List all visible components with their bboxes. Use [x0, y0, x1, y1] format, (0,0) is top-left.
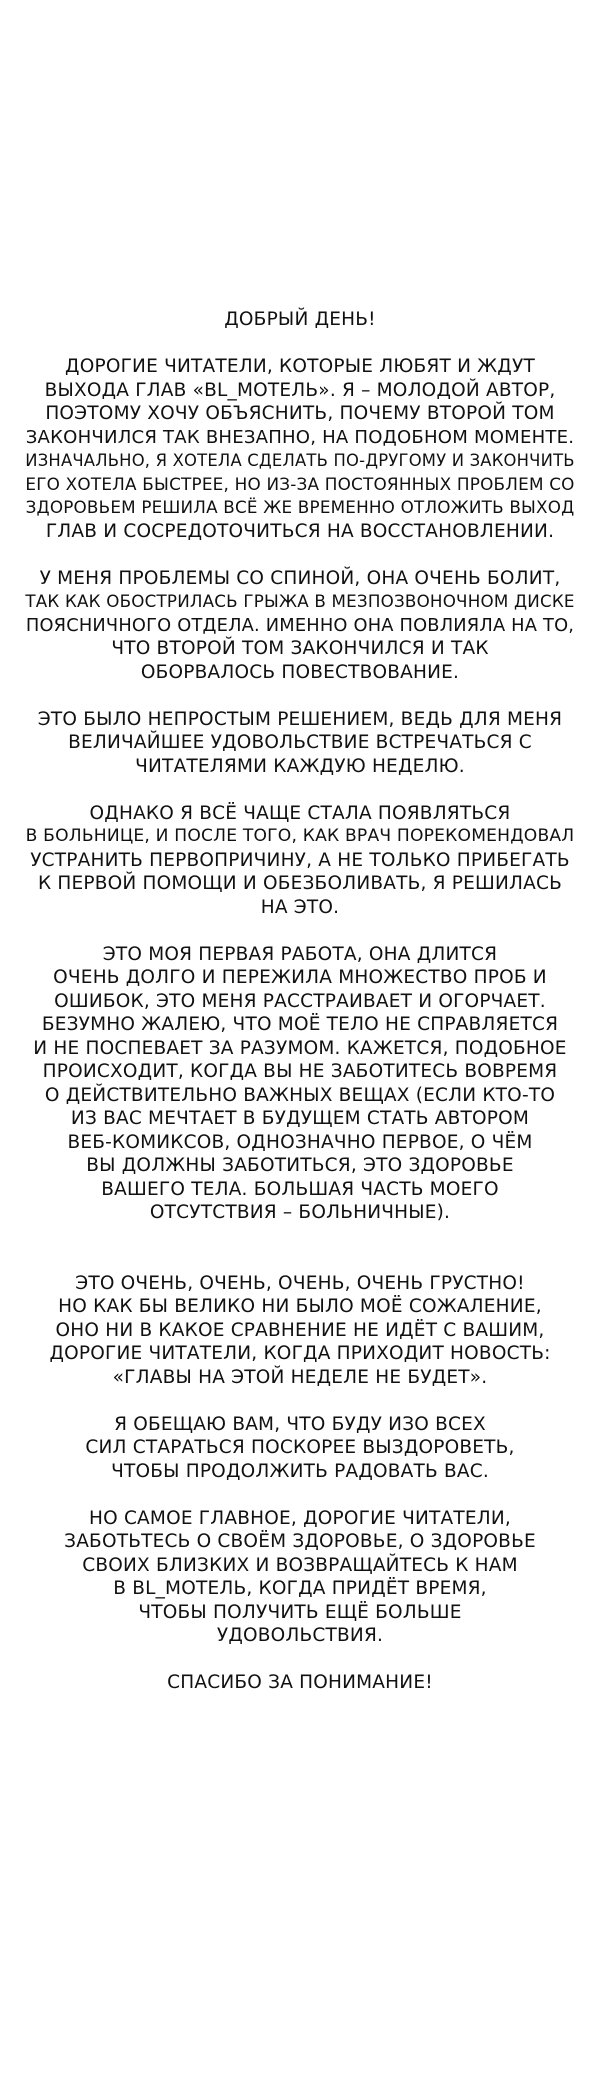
text-line: НА ЭТО.: [260, 896, 340, 918]
greeting: [20, 308, 580, 332]
note-paragraph: [20, 802, 580, 920]
text-line: ОДНАКО Я ВСЁ ЧАЩЕ СТАЛА ПОЯВЛЯТЬСЯ: [89, 802, 511, 824]
text-line: ДОРОГИЕ ЧИТАТЕЛИ, КОГДА ПРИХОДИТ НОВОСТЬ:: [49, 1343, 551, 1364]
text-line: ЗАКОНЧИЛСЯ ТАК ВНЕЗАПНО, НА ПОДОБНОМ МОМЕНТЕ.: [25, 426, 575, 448]
note-paragraph: [20, 1413, 580, 1484]
text-line: «ГЛАВЫ НА ЭТОЙ НЕДЕЛЕ НЕ БУДЕТ».: [112, 1366, 488, 1388]
text-line: ЗАБОТЬТЕСЬ О СВОЁМ ЗДОРОВЬЕ, О ЗДОРОВЬЕ: [64, 1531, 536, 1552]
greeting-text: ДОБРЫЙ ДЕНЬ!: [224, 309, 376, 330]
text-line: ОБОРВАЛОСЬ ПОВЕСТВОВАНИЕ.: [140, 661, 460, 683]
text-line: БЕЗУМНО ЖАЛЕЮ, ЧТО МОЁ ТЕЛО НЕ СПРАВЛЯЕТСЯ: [41, 1014, 559, 1035]
text-line: ЧТОБЫ ПРОДОЛЖИТЬ РАДОВАТЬ ВАС.: [111, 1460, 489, 1482]
text-line: И НЕ ПОСПЕВАЕТ ЗА РАЗУМОМ. КАЖЕТСЯ, ПОДОБНОЕ: [33, 1037, 567, 1059]
text-line: УДОВОЛЬСТВИЯ.: [216, 1625, 384, 1646]
paragraph-gap: [20, 1248, 580, 1272]
note-paragraph: [20, 708, 580, 779]
text-line: СВОИХ БЛИЗКИХ И ВОЗВРАЩАЙТЕСЬ К НАМ: [82, 1554, 518, 1576]
text-line: ЧТОБЫ ПОЛУЧИТЬ ЕЩЁ БОЛЬШЕ: [138, 1601, 462, 1623]
text-line: НО КАК БЫ ВЕЛИКО НИ БЫЛО МОЁ СОЖАЛЕНИЕ,: [58, 1296, 542, 1317]
text-line: ВЫ ДОЛЖНЫ ЗАБОТИТЬСЯ, ЭТО ЗДОРОВЬЕ: [86, 1155, 514, 1176]
text-line: ЗДОРОВЬЕМ РЕШИЛА ВСЁ ЖЕ ВРЕМЕННО ОТЛОЖИТЬ ВЫХОД: [25, 497, 575, 517]
closing: [20, 1671, 580, 1695]
text-line: ЧИТАТЕЛЯМИ КАЖДУЮ НЕДЕЛЮ.: [135, 755, 465, 777]
text-line: ИЗНАЧАЛЬНО, Я ХОТЕЛА СДЕЛАТЬ ПО-ДРУГОМУ И ЗАКОНЧИТЬ: [25, 451, 575, 470]
text-line: ОШИБОК, ЭТО МЕНЯ РАССТРАИВАЕТ И ОГОРЧАЕТ.: [54, 990, 546, 1012]
text-line: Я ОБЕЩАЮ ВАМ, ЧТО БУДУ ИЗО ВСЕХ: [114, 1413, 486, 1435]
text-line: ЧТО ВТОРОЙ ТОМ ЗАКОНЧИЛСЯ И ТАК: [111, 638, 489, 659]
text-line: СИЛ СТАРАТЬСЯ ПОСКОРЕЕ ВЫЗДОРОВЕТЬ,: [85, 1437, 515, 1458]
text-line: ПОЯСНИЧНОГО ОТДЕЛА. ИМЕННО ОНА ПОВЛИЯЛА НА ТО,: [25, 614, 575, 636]
text-line: НО САМОЕ ГЛАВНОЕ, ДОРОГИЕ ЧИТАТЕЛИ,: [88, 1507, 511, 1529]
text-line: ОНО НИ В КАКОЕ СРАВНЕНИЕ НЕ ИДЁТ С ВАШИМ,: [55, 1319, 545, 1341]
text-line: ГЛАВ И СОСРЕДОТОЧИТЬСЯ НА ВОССТАНОВЛЕНИИ.: [45, 520, 555, 542]
note-paragraph: [20, 1507, 580, 1648]
text-line: ЕГО ХОТЕЛА БЫСТРЕЕ, НО ИЗ-ЗА ПОСТОЯННЫХ ПРОБЛЕМ СО: [25, 473, 575, 494]
text-line: ЭТО ОЧЕНЬ, ОЧЕНЬ, ОЧЕНЬ, ОЧЕНЬ ГРУСТНО!: [75, 1272, 525, 1294]
text-line: В BL_МОТЕЛЬ, КОГДА ПРИДЁТ ВРЕМЯ,: [113, 1578, 487, 1599]
note-paragraphs: [20, 355, 580, 1648]
text-line: ВЫХОДА ГЛАВ «BL_МОТЕЛЬ». Я – МОЛОДОЙ АВТОР,: [44, 379, 556, 401]
text-line: ВЕЛИЧАЙШЕЕ УДОВОЛЬСТВИЕ ВСТРЕЧАТЬСЯ С: [68, 732, 532, 753]
text-line: ЭТО БЫЛО НЕПРОСТЫМ РЕШЕНИЕМ, ВЕДЬ ДЛЯ МЕНЯ: [37, 708, 563, 730]
text-line: ОТСУТСТВИЯ – БОЛЬНИЧНЫЕ).: [149, 1202, 451, 1223]
closing-text: СПАСИБО ЗА ПОНИМАНИЕ!: [167, 1672, 433, 1693]
text-line: ПОЭТОМУ ХОЧУ ОБЪЯСНИТЬ, ПОЧЕМУ ВТОРОЙ ТОМ: [45, 403, 555, 424]
text-line: ДОРОГИЕ ЧИТАТЕЛИ, КОТОРЫЕ ЛЮБЯТ И ЖДУТ: [65, 356, 535, 377]
text-line: ТАК КАК ОБОСТРИЛАСЬ ГРЫЖА В МЕЗПОЗВОНОЧНОМ ДИСКЕ: [25, 591, 575, 611]
note-paragraph: [20, 943, 580, 1225]
text-line: ЭТО МОЯ ПЕРВАЯ РАБОТА, ОНА ДЛИТСЯ: [102, 943, 498, 965]
note-paragraph: [20, 567, 580, 685]
text-line: У МЕНЯ ПРОБЛЕМЫ СО СПИНОЙ, ОНА ОЧЕНЬ БОЛИТ,: [39, 567, 561, 589]
text-line: ПРОИСХОДИТ, КОГДА ВЫ НЕ ЗАБОТИТЕСЬ ВОВРЕМЯ: [42, 1061, 558, 1082]
author-note: [20, 308, 580, 1718]
note-paragraph: [20, 1272, 580, 1390]
text-line: ОЧЕНЬ ДОЛГО И ПЕРЕЖИЛА МНОЖЕСТВО ПРОБ И: [53, 967, 547, 988]
text-line: УСТРАНИТЬ ПЕРВОПРИЧИНУ, А НЕ ТОЛЬКО ПРИБЕГАТЬ: [30, 849, 570, 871]
note-paragraph: [20, 355, 580, 543]
text-line: К ПЕРВОЙ ПОМОЩИ И ОБЕЗБОЛИВАТЬ, Я РЕШИЛАСЬ: [37, 873, 563, 894]
text-line: ВАШЕГО ТЕЛА. БОЛЬШАЯ ЧАСТЬ МОЕГО: [101, 1178, 499, 1200]
text-line: ВЕБ-КОМИКСОВ, ОДНОЗНАЧНО ПЕРВОЕ, О ЧЁМ: [67, 1131, 533, 1153]
text-line: ИЗ ВАС МЕЧТАЕТ В БУДУЩЕМ СТАТЬ АВТОРОМ: [70, 1108, 530, 1129]
text-line: В БОЛЬНИЦЕ, И ПОСЛЕ ТОГО, КАК ВРАЧ ПОРЕКОМЕНДОВАЛ: [25, 826, 575, 846]
text-line: О ДЕЙСТВИТЕЛЬНО ВАЖНЫХ ВЕЩАХ (ЕСЛИ КТО-ТО: [44, 1084, 556, 1106]
